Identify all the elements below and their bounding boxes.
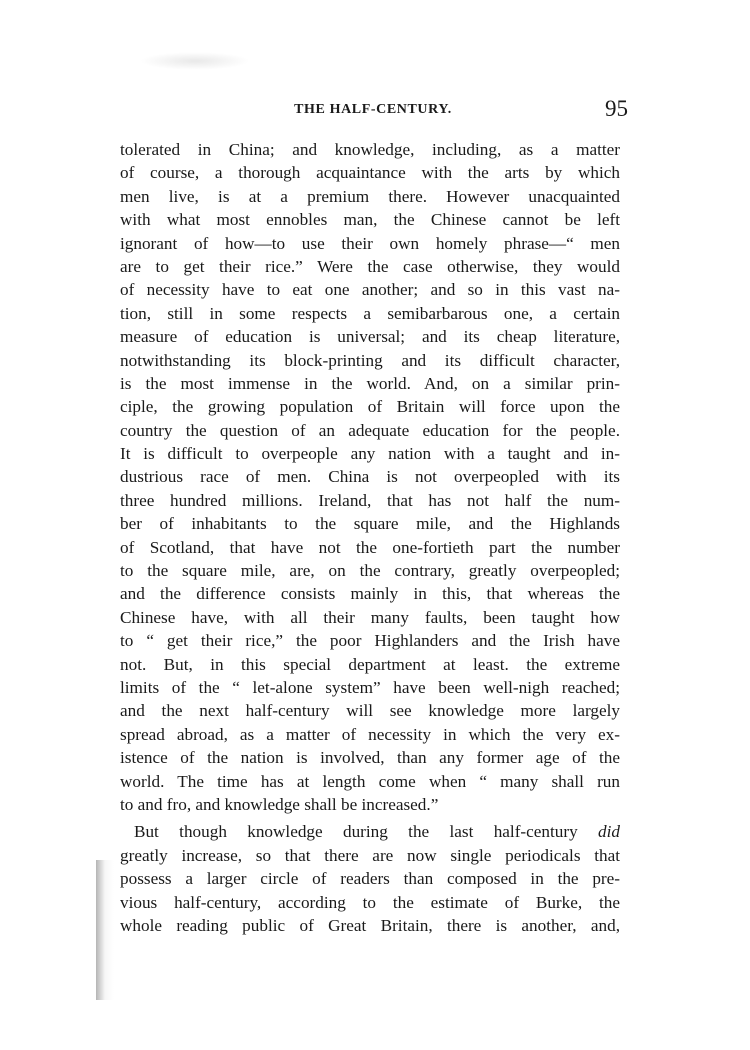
text-line: to and fro, and knowledge shall be increased.” [120, 794, 439, 814]
text-line: ber of inhabitants to the square mile, and the Highlands [120, 514, 620, 534]
text-line: notwithstanding its block-printing and its difficult character, [120, 350, 620, 370]
text-line: measure of education is universal; and its cheap literature, [120, 327, 620, 347]
text-line: vious half-century, according to the estimate of Burke, the [120, 892, 620, 912]
text-line: tion, still in some respects a semibarbarous one, a certain [120, 303, 620, 323]
paragraph-2 [120, 820, 620, 937]
text-line: limits of the “ let-alone system” have been well-nigh reached; [120, 677, 620, 697]
text-line: and the next half-century will see knowledge more largely [120, 701, 620, 721]
text-line: It is difficult to overpeople any nation with a taught and in- [120, 444, 620, 464]
emphasis-did: did [598, 822, 621, 842]
text-line: Chinese have, with all their many faults, been taught how [120, 607, 620, 627]
text-line: possess a larger circle of readers than composed in the pre- [120, 869, 620, 889]
text-line: spread abroad, as a matter of necessity in which the very ex- [120, 724, 620, 744]
text-line: greatly increase, so that there are now single periodicals that [120, 845, 620, 865]
page-number: 95 [605, 96, 628, 121]
text-line: to the square mile, are, on the contrary, greatly overpeopled; [120, 561, 620, 581]
text-line: country the question of an adequate education for the people. [120, 420, 620, 440]
body-text [120, 138, 620, 937]
running-title: THE HALF-CENTURY. [294, 102, 452, 117]
text-line: of course, a thorough acquaintance with the arts by which [120, 163, 620, 183]
text-line: istence of the nation is involved, than any former age of the [120, 748, 620, 768]
text-line: dustrious race of men. China is not overpeopled with its [120, 467, 620, 487]
text-line: are to get their rice.” Were the case otherwise, they would [120, 256, 620, 276]
text-line: men live, is at a premium there. However unacquainted [120, 186, 620, 206]
page-smudge [140, 52, 250, 70]
text-line: of Scotland, that have not the one-fortieth part the number [120, 537, 620, 557]
text-line: ignorant of how—to use their own homely phrase—“ men [120, 233, 620, 253]
text-line: of necessity have to eat one another; and so in this vast na- [120, 280, 620, 300]
text-line: tolerated in China; and knowledge, including, as a matter [120, 140, 620, 159]
binding-shadow [96, 860, 114, 1000]
paragraph-2-line-1-text: But though knowledge during the last half-century [134, 822, 578, 842]
text-line: is the most immense in the world. And, on a similar prin- [120, 373, 620, 393]
text-line: whole reading public of Great Britain, there is another, and, [120, 915, 620, 935]
text-line: and the difference consists mainly in this, that whereas the [120, 584, 620, 604]
text-line: with what most ennobles man, the Chinese cannot be left [120, 210, 620, 230]
text-line: three hundred millions. Ireland, that has not half the num- [120, 490, 620, 510]
paragraph-1 [120, 138, 620, 816]
text-line: to “ get their rice,” the poor Highlanders and the Irish have [120, 631, 620, 651]
text-line: ciple, the growing population of Britain will force upon the [120, 397, 620, 417]
paragraph-2-line-1 [120, 820, 620, 843]
text-line: not. But, in this special department at least. the extreme [120, 654, 620, 674]
text-line: world. The time has at length come when “ many shall run [120, 771, 620, 791]
running-head [118, 96, 628, 126]
